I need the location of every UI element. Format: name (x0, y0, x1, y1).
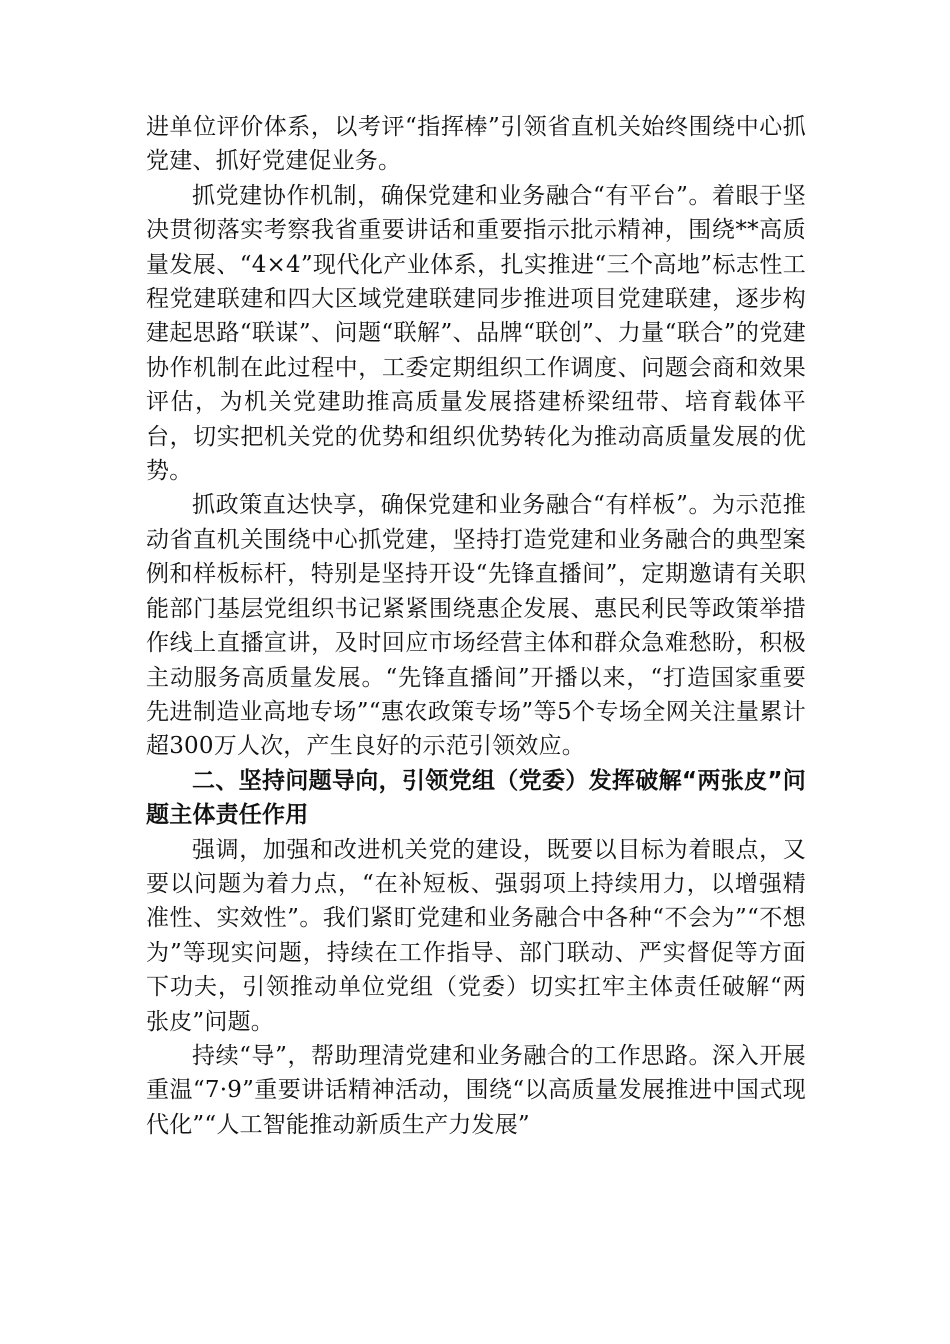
section-heading: 二、坚持问题导向，引领党组（党委）发挥破解“两张皮”问题主体责任作用 (146, 767, 806, 829)
paragraph-platform: 抓党建协作机制，确保党建和业务融合“有平台”。着眼于坚决贯彻落实考察我省重要讲话和重要指示批示精神，围绕**高质量发展、“4×4”现代化产业体系，扎实推进“三个高地”标志性工程党建联建和四大区域党建联建同步推进项目党建联建，逐步构建起思路“联谋”、问题“联解”、品牌“联创”、力量“联合”的党建协作机制在此过程中，工委定期组织工作调度、问题会商和效果评估，为机关党建助推高质量发展搭建桥梁纽带、培育载体平台，切实把机关党的优势和组织优势转化为推动高质量发展的优势。 (146, 182, 806, 485)
document-body (146, 110, 806, 1142)
paragraph-model: 抓政策直达快享，确保党建和业务融合“有样板”。为示范推动省直机关围绕中心抓党建，坚持打造党建和业务融合的典型案例和样板标杆，特别是坚持开设“先锋直播间”，定期邀请有关职能部门基层党组织书记紧紧围绕惠企发展、惠民利民等政策举措作线上直播宣讲，及时回应市场经营主体和群众急难愁盼，积极主动服务高质量发展。“先锋直播间”开播以来，“打造国家重要先进制造业高地专场”“惠农政策专场”等5个专场全网关注量累计超300万人次，产生良好的示范引领效应。 (146, 492, 806, 760)
paragraph-continued: 进单位评价体系，以考评“指挥棒”引领省直机关始终围绕中心抓党建、抓好党建促业务。 (146, 114, 806, 175)
paragraph-guide: 持续“导”，帮助理清党建和业务融合的工作思路。深入开展重温“7·9”重要讲话精神活动，围绕“以高质量发展推进中国式现代化”“人工智能推动新质生产力发展” (146, 1042, 806, 1138)
paragraph-emphasis: 强调，加强和改进机关党的建设，既要以目标为着眼点，又要以问题为着力点，“在补短板、强弱项上持续用力，以增强精准性、实效性”。我们紧盯党建和业务融合中各种“不会为”“不想为”等现实问题，持续在工作指导、部门联动、严实督促等方面下功夫，引领推动单位党组（党委）切实扛牢主体责任破解“两张皮”问题。 (146, 836, 806, 1035)
